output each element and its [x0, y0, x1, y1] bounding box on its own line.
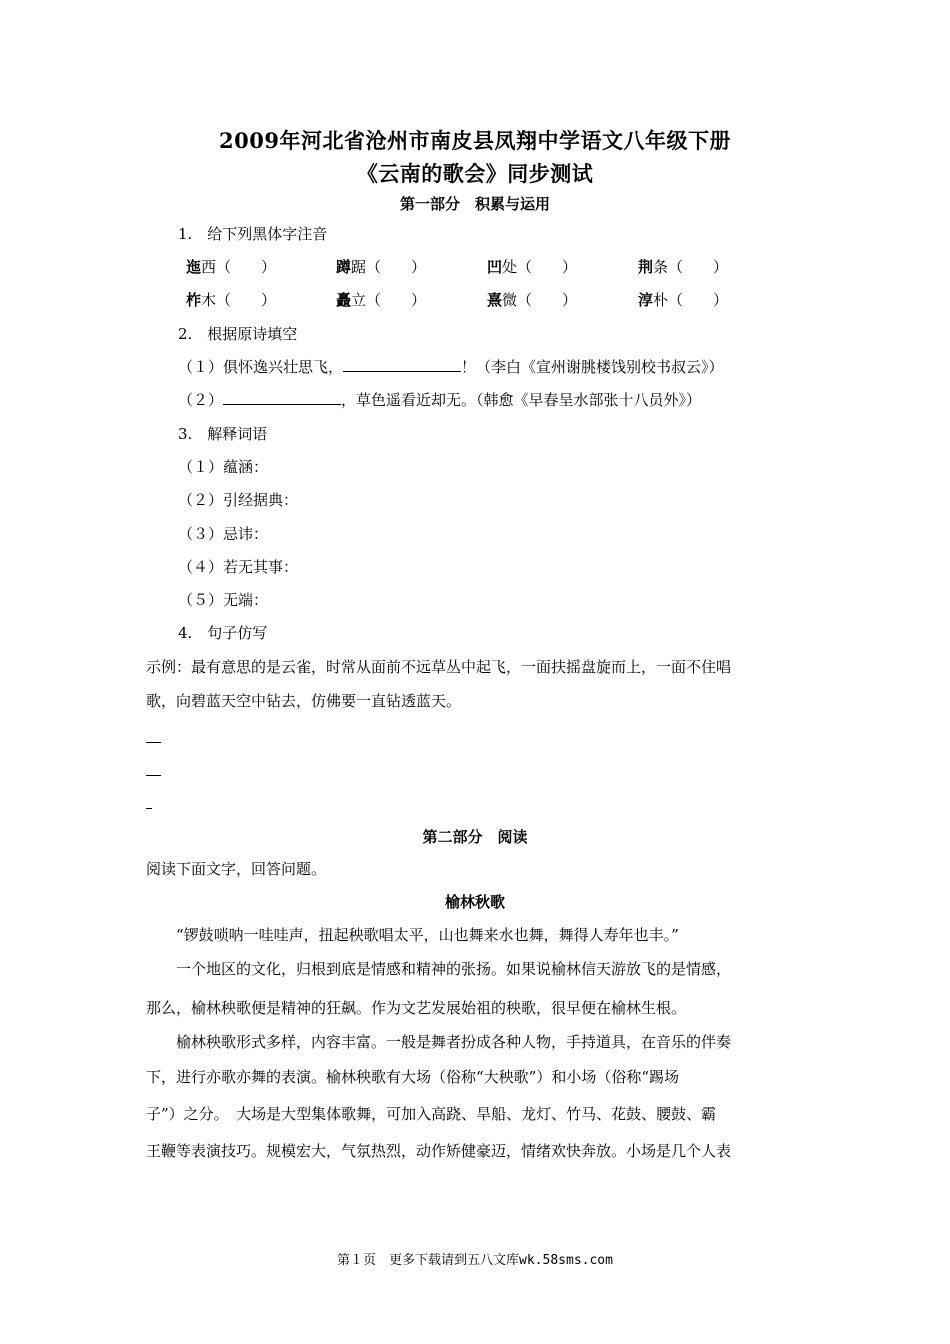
article-line-2: 一个地区的文化，归根到底是情感和精神的张扬。如果说榆林信天游放飞的是情感， [146, 960, 732, 978]
article-line-6: 子”）之分。 大场是大型集体歌舞，可加入高跷、旱船、龙灯、竹马、花鼓、腰鼓、霸 [146, 1105, 717, 1123]
q1-item-8 [638, 289, 728, 310]
document-title-line2: 《云南的歌会》同步测试 [356, 161, 594, 186]
q1-item-bold: 迤 [186, 258, 202, 276]
answer-line-3[interactable] [146, 807, 152, 809]
q3-label: 3. 解释词语 [178, 425, 268, 443]
article-line-4: 榆林秧歌形式多样，内容丰富。一般是舞者扮成各种人物，手持道具，在音乐的伴奏 [146, 1033, 732, 1051]
q1-item-bold: 熹 [487, 291, 503, 309]
q1-item-rest: 处（ ） [502, 258, 578, 276]
q3-item-3: （３）忌讳： [178, 525, 269, 543]
q1-item-rest: 西（ ） [201, 258, 277, 276]
article-line-3: 那么，榆林秧歌便是精神的狂飙。作为文艺发展始祖的秧歌，很早便在榆林生根。 [146, 999, 687, 1017]
q2-line1-prefix: （１）俱怀逸兴壮思飞， [178, 358, 344, 376]
article-line-1: “锣鼓唢呐一哇哇声，扭起秧歌唱太平，山也舞来水也舞，舞得人寿年也丰。” [146, 926, 679, 944]
q1-item-5 [186, 289, 276, 310]
article-line-7: 王鞭等表演技巧。规模宏大，气氛热烈，动作矫健豪迈，情绪欢快奔放。小场是几个人表 [146, 1142, 732, 1160]
q1-item-1 [186, 256, 276, 277]
q3-item-1: （１）蕴涵： [178, 458, 269, 476]
article-title: 榆林秋歌 [444, 893, 505, 911]
q1-label: 1. 给下列黑体字注音 [178, 225, 328, 243]
q2-line2-prefix: （２） [178, 391, 224, 409]
q1-item-4 [638, 256, 728, 277]
answer-line-2[interactable] [146, 774, 161, 776]
q1-item-bold: 荆 [638, 258, 654, 276]
document-title-line1: 2009年河北省沧州市南皮县凤翔中学语文八年级下册 [219, 128, 731, 153]
part1-heading: 第一部分 积累与运用 [399, 195, 550, 213]
q3-item-4: （４）若无其事： [178, 558, 299, 576]
part2-heading: 第二部分 阅读 [422, 828, 528, 846]
q1-item-bold: 蹲 [336, 258, 352, 276]
reading-intro: 阅读下面文字，回答问题。 [146, 860, 327, 878]
q1-item-bold: 柞 [186, 291, 202, 309]
q2-label: 2. 根据原诗填空 [178, 325, 298, 343]
q1-item-rest: 踞（ ） [351, 258, 427, 276]
q2-line1 [178, 356, 724, 377]
q3-item-5: （５）无端： [178, 591, 269, 609]
q1-item-6 [336, 289, 426, 310]
q4-example-line2: 歌，向碧蓝天空中钻去，仿佛要一直钻透蓝天。 [146, 692, 462, 710]
q4-label: 4. 句子仿写 [178, 624, 268, 642]
article-line-5: 下，进行亦歌亦舞的表演。榆林秧歌有大场（俗称“大秧歌”）和小场（俗称“踢场 [146, 1068, 680, 1086]
q1-item-rest: 条（ ） [653, 258, 729, 276]
q1-item-bold: 矗 [336, 291, 352, 309]
q1-item-rest: 木（ ） [201, 291, 277, 309]
q4-example-line1: 示例：最有意思的是云雀，时常从面前不远草丛中起飞，一面扶摇盘旋而上，一面不住唱 [146, 658, 732, 676]
q1-item-bold: 凹 [487, 258, 503, 276]
q1-item-2 [336, 256, 426, 277]
q2-line2-suffix: ，草色遥看近却无。（韩愈《早春呈水部张十八员外》） [341, 391, 702, 409]
q1-item-bold: 淳 [638, 291, 654, 309]
q1-item-rest: 微（ ） [502, 291, 578, 309]
q1-item-7 [487, 289, 577, 310]
answer-blank-2[interactable] [223, 390, 341, 405]
answer-line-1[interactable] [146, 741, 161, 743]
q1-item-3 [487, 256, 577, 277]
q2-line1-suffix: ！（李白《宣州谢朓楼饯别校书叔云》） [461, 358, 724, 376]
q1-item-rest: 立（ ） [351, 291, 427, 309]
answer-blank-1[interactable] [343, 357, 461, 372]
q1-item-rest: 朴（ ） [653, 291, 729, 309]
page-footer: 第１页 更多下载请到五八文库wk.58sms.com [337, 1253, 613, 1268]
q2-line2 [178, 389, 701, 410]
q3-item-2: （２）引经据典： [178, 491, 299, 509]
